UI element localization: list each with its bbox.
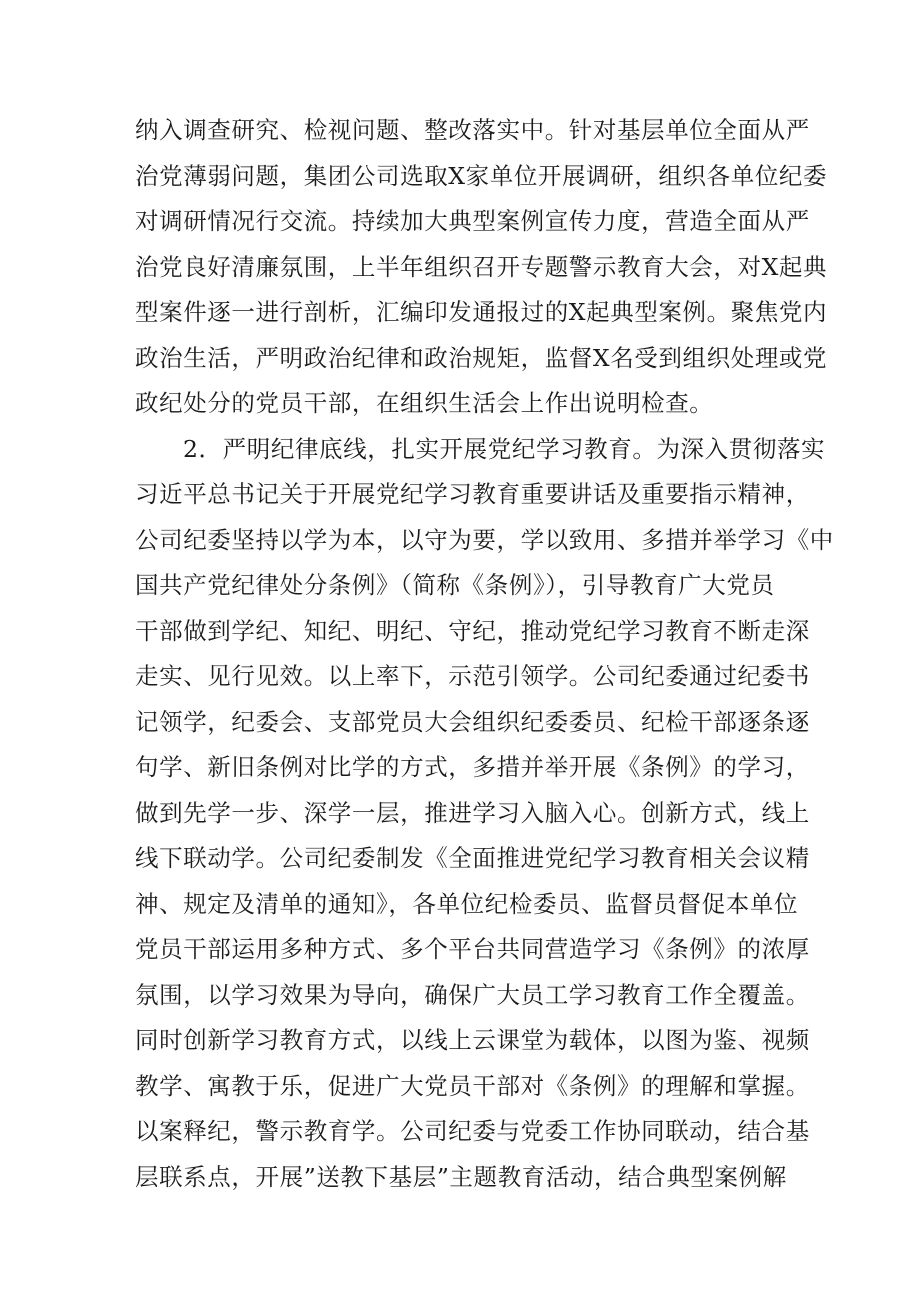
text-line: 习近平总书记关于开展党纪学习教育重要讲话及重要指示精神，: [135, 480, 810, 508]
text-line: 政治生活，严明政治纪律和政治规矩，监督X名受到组织处理或党: [135, 343, 828, 372]
text-line: 党员干部运用多种方式、多个平台共同营造学习《条例》的浓厚: [135, 935, 810, 963]
text-line: 层联系点，开展”送教下基层”主题教育活动，结合典型案例解: [135, 1162, 787, 1191]
body-text: [135, 108, 834, 1200]
text-line: 以案释纪，警示教育学。公司纪委与党委工作协同联动，结合基: [135, 1117, 810, 1145]
text-line: 国共产党纪律处分条例》（简称《条例》），引导教育广大党员: [135, 571, 775, 599]
text-line: 公司纪委坚持以学为本，以守为要，学以致用、多措并举学习《中: [135, 525, 834, 554]
text-line: 线下联动学。公司纪委制发《全面推进党纪学习教育相关会议精: [135, 844, 810, 872]
text-line: 对调研情况行交流。持续加大典型案例宣传力度，营造全面从严: [135, 207, 810, 235]
section-heading-line: 2．严明纪律底线，扎实开展党纪学习教育。为深入贯彻落实: [183, 434, 826, 463]
text-line: 政纪处分的党员干部，在组织生活会上作出说明检查。: [135, 389, 714, 417]
text-line: 干部做到学纪、知纪、明纪、守纪，推动党纪学习教育不断走深: [135, 616, 810, 645]
text-line: 型案件逐一进行剖析，汇编印发通报过的X起典型案例。聚焦党内: [135, 298, 828, 326]
text-line: 治党良好清廉氛围，上半年组织召开专题警示教育大会，对X起典: [135, 252, 828, 281]
text-line: 纳入调查研究、检视问题、整改落实中。针对基层单位全面从严: [135, 116, 810, 144]
text-line: 氛围，以学习效果为导向，确保广大员工学习教育工作全覆盖。: [135, 980, 810, 1009]
text-line: 神、规定及清单的通知》，各单位纪检委员、监督员督促本单位: [135, 889, 799, 918]
text-line: 同时创新学习教育方式，以线上云课堂为载体，以图为鉴、视频: [135, 1026, 810, 1054]
text-line: 做到先学一步、深学一层，推进学习入脑入心。创新方式，线上: [135, 798, 810, 827]
text-line: 教学、寓教于乐，促进广大党员干部对《条例》的理解和掌握。: [135, 1071, 810, 1100]
text-line: 走实、见行见效。以上率下，示范引领学。公司纪委通过纪委书: [135, 662, 810, 690]
text-line: 记领学，纪委会、支部党员大会组织纪委委员、纪检干部逐条逐: [135, 707, 810, 736]
text-line: 治党薄弱问题，集团公司选取X家单位开展调研，组织各单位纪委: [135, 161, 828, 190]
text-line: 句学、新旧条例对比学的方式，多措并举开展《条例》的学习，: [135, 753, 810, 781]
